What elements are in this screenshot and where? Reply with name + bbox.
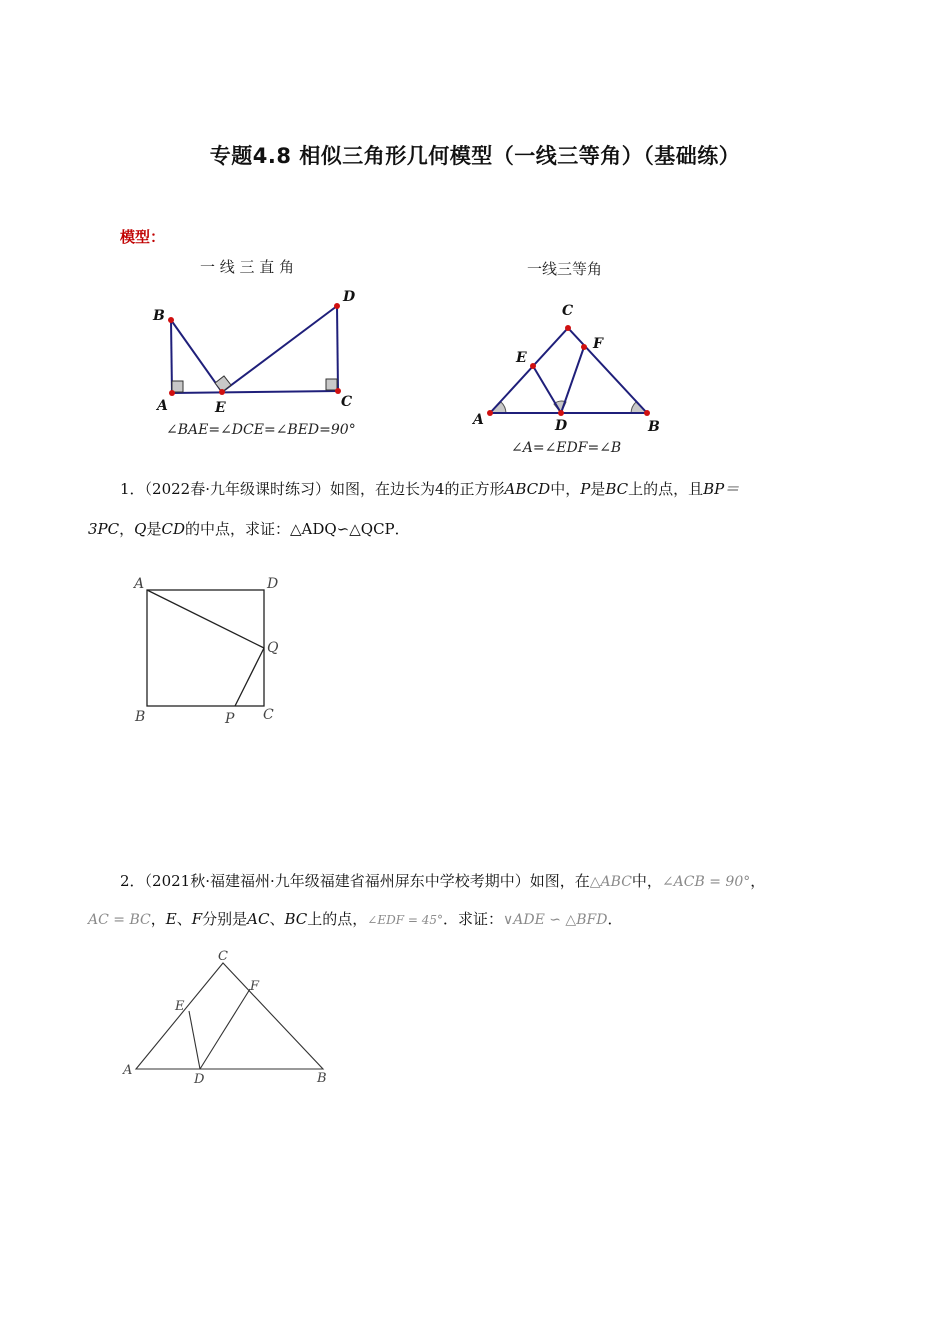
problem2-text: 、 [269, 910, 285, 928]
problem1-diagram [128, 572, 298, 732]
problem1-Q: Q [134, 520, 147, 538]
problem1-text: 中， [550, 480, 581, 498]
model2-formula: ∠A=∠EDF=∠B [511, 440, 622, 456]
problem1-CD: CD [161, 520, 185, 538]
model2-diagram [465, 296, 675, 436]
problem2-text: 如图，在 [529, 872, 590, 890]
problem2-label-D: D [194, 1072, 205, 1087]
model2-caption: 一线三等角 [527, 260, 603, 278]
problem2-diagram [118, 948, 338, 1093]
problem1-text: 是 [590, 480, 606, 498]
problem2-text: ．求证： [442, 910, 503, 928]
problem1-line2 [88, 518, 848, 540]
problem1-prove: 的中点，求证：△ADQ∽△QCP． [184, 520, 410, 538]
model2-label-C: C [562, 303, 574, 319]
problem1-source: （2022春·九年级课时练习） [144, 480, 330, 498]
problem2-text: 分别是 [202, 910, 248, 928]
problem2-tri-ABC: △ABC [589, 874, 632, 890]
model1-label-D: D [343, 289, 356, 305]
model1-label-C: C [341, 394, 353, 410]
problem2-label-E: E [175, 999, 185, 1014]
model2-label-D: D [555, 418, 568, 434]
problem2-text: 、 [176, 910, 192, 928]
problem1-text: 如图，在边长为4的正方形 [330, 480, 505, 498]
model1-label-A: A [157, 398, 168, 414]
problem2-AC: AC [247, 910, 270, 928]
problem2-F: F [191, 910, 203, 928]
model1-formula: ∠BAE=∠DCE=∠BED=90° [166, 422, 356, 438]
problem1-label-D: D [267, 576, 279, 592]
problem2-E: E [165, 910, 177, 928]
problem1-number: 1． [120, 480, 145, 498]
problem2-text: ． [607, 910, 623, 928]
problem2-label-C: C [218, 949, 228, 964]
problem1-BC: BC [605, 480, 629, 498]
model1-caption: 一 线 三 直 角 [200, 258, 295, 276]
model1-diagram [140, 282, 370, 422]
problem1-text: 上的点，且 [628, 480, 704, 498]
problem1-label-C: C [263, 707, 274, 723]
model2-label-A: A [473, 412, 484, 428]
problem2-AC-eq-BC: AC = BC [88, 912, 151, 928]
problem2-text: ， [750, 872, 766, 890]
problem2-text: ， [150, 910, 166, 928]
problem1-BP: BP＝ [703, 480, 740, 498]
problem2-angle-ACB: ∠ACB = 90° [661, 874, 751, 890]
problem2-number: 2． [120, 872, 145, 890]
model2-label-E: E [516, 350, 527, 366]
model2-label-F: F [593, 336, 603, 352]
problem2-line2 [88, 908, 848, 931]
problem1-label-A: A [134, 576, 145, 592]
problem2-text: 中， [631, 872, 662, 890]
problem2-text: 上的点， [307, 910, 368, 928]
problem2-angle-EDF: ∠EDF = 45° [367, 913, 443, 927]
problem2-label-F: F [250, 979, 260, 994]
page-title: 专题4.8 相似三角形几何模型（一线三等角）（基础练） [209, 144, 741, 168]
problem2-label-A: A [123, 1063, 133, 1078]
problem2-BC: BC [284, 910, 308, 928]
problem1-text: ， [119, 520, 135, 538]
problem1-ABCD: ABCD [504, 480, 551, 498]
problem1-3PC: 3PC [88, 520, 120, 538]
problem1-label-B: B [135, 709, 146, 725]
problem1-P: P [580, 480, 591, 498]
problem2-line1 [120, 870, 840, 893]
problem1-label-Q: Q [267, 640, 279, 656]
problem1-label-P: P [225, 711, 235, 727]
problem2-source: （2021秋·福建福州·九年级福建省福州屏东中学校考期中） [144, 872, 530, 890]
problem2-label-B: B [317, 1071, 327, 1086]
model1-label-B: B [153, 308, 165, 324]
problem2-similar: ∨ADE ∽ △BFD [503, 912, 608, 928]
model2-label-B: B [648, 419, 660, 435]
problem1-line1 [120, 478, 840, 500]
model-label: 模型： [120, 228, 166, 246]
model1-label-E: E [215, 400, 226, 416]
problem1-text: 是 [146, 520, 162, 538]
